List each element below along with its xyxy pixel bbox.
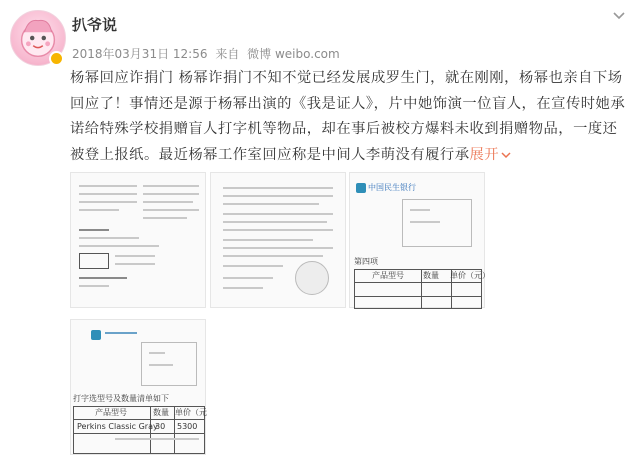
column-header: 数量 <box>423 271 439 280</box>
post-image-3[interactable] <box>349 172 490 308</box>
document-thumbnail <box>211 173 345 307</box>
expand-button[interactable] <box>470 147 512 163</box>
post-timestamp[interactable]: 2018年03月31日 12:56 <box>72 47 208 61</box>
post-source-prefix: 来自 <box>215 47 240 61</box>
post-meta <box>72 45 344 62</box>
post-body: 杨幂回应诈捐门 杨幂诈捐门不知不觉已经发展成罗生门，就在刚刚，杨幂也亲自下场回应了！事情还是源于杨幂出演的《我是证人》，片中她饰演一位盲人，在宣传时她承诺给特殊学校捐赠盲人打字机等物品，却在事后被校方爆料未收到捐赠物品，一度还被登上报纸。最近杨幂工作室回应称是中间人李萌没有履行承 <box>70 70 626 163</box>
expand-label: 展开 <box>469 146 500 163</box>
table-cell: 30 <box>155 422 166 431</box>
document-thumbnail <box>71 173 205 307</box>
column-header: 产品型号 <box>95 408 127 417</box>
section-label: 第四项 <box>354 257 378 266</box>
chevron-down-icon[interactable] <box>612 8 626 22</box>
post-image-1[interactable] <box>70 172 206 308</box>
post-image-2[interactable] <box>210 172 346 308</box>
column-header: 产品型号 <box>372 271 404 280</box>
table-cell: Perkins Classic Gray <box>77 422 158 431</box>
post-image-4[interactable] <box>70 319 206 455</box>
table-cell: 5300 <box>177 422 198 431</box>
column-header: 单价（元 <box>175 408 207 417</box>
section-label: 打字选型号及数量清单如下 <box>73 394 169 403</box>
document-thumbnail <box>350 173 490 307</box>
column-header: 数量 <box>153 408 169 417</box>
vip-badge-icon <box>49 51 64 66</box>
user-name[interactable]: 扒爷说 <box>72 16 118 34</box>
document-thumbnail <box>71 320 205 454</box>
bank-name: 中国民生银行 <box>368 183 416 192</box>
chevron-down-icon <box>501 150 511 160</box>
post-source[interactable]: 微博 weibo.com <box>247 47 340 61</box>
column-header: 单价（元） <box>450 271 490 280</box>
post-text <box>70 66 630 168</box>
